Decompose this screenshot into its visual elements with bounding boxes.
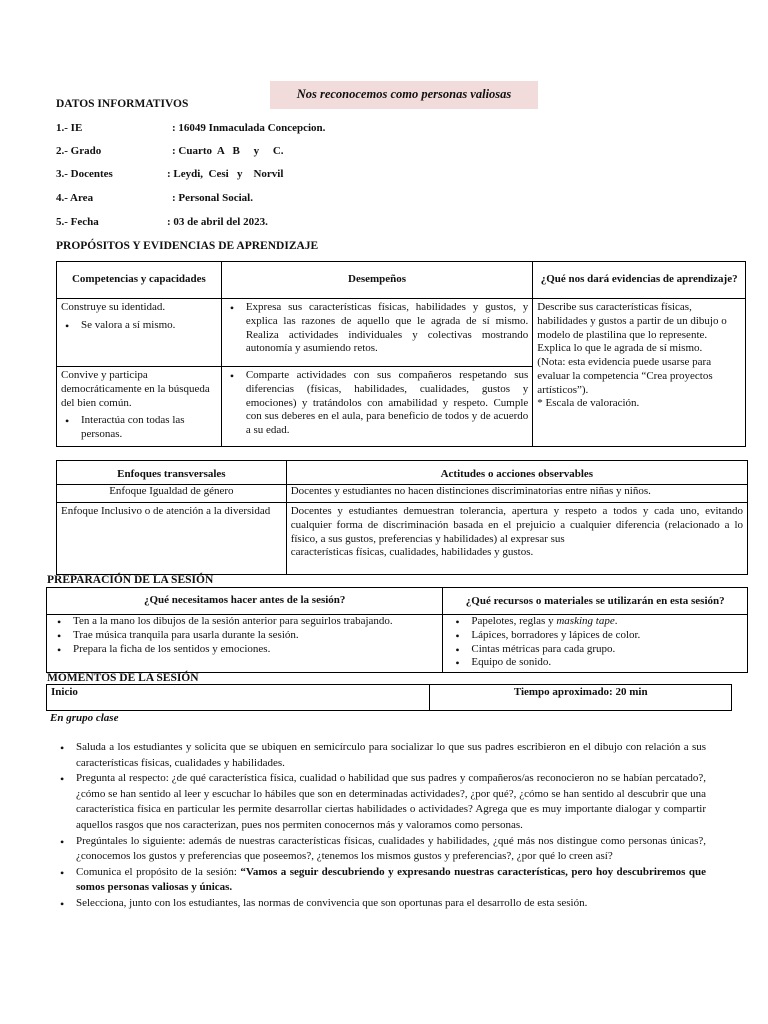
info-area-label: 4.- Area xyxy=(56,192,94,204)
activity-item xyxy=(56,865,706,896)
desempeno-cell-2 xyxy=(221,367,532,447)
info-ie-label: 1.- IE xyxy=(56,122,83,134)
info-grado-value: : Cuarto A B y C. xyxy=(172,145,284,157)
evidencia-note: (Nota: esta evidencia puede usarse para evaluar la competencia “Crea proyectos artísticos”). xyxy=(537,356,713,396)
evidencia-text: Describe sus características físicas, habilidades y gustos a partir de un dibujo o modelo de plastilina que lo represente. Explica lo que le agrada de sí mismo. xyxy=(537,301,727,355)
propositos-heading: PROPÓSITOS Y EVIDENCIAS DE APRENDIZAJE xyxy=(56,240,319,252)
recursos-item: • Lápices, borradores y lápices de color. xyxy=(451,629,743,643)
competencia-text: Construye su identidad. xyxy=(61,301,166,313)
evidencia-escala: * Escala de valoración. xyxy=(537,397,640,410)
inicio-activities-list xyxy=(56,740,706,912)
header-desempenos: Desempeños xyxy=(221,262,532,299)
header-enfoques: Enfoques transversales xyxy=(57,461,287,485)
info-docentes-label: 3.- Docentes xyxy=(56,168,113,180)
actitud-text: Docentes y estudiantes demuestran tolerancia, apertura y respeto a todos y cada uno, evitando cualquier forma de discriminación basada en el prejuicio a cualquier diferencia (relacionado a lo físico, a sus gustos, preferencias y habilidades) al expresar sus xyxy=(290,505,743,545)
desempeno-item: • Expresa sus características físicas, habilidades y gustos, y explica las razones de aquello que le agrada de sí mismo. Realiza actividades individuales y colectivas mostrando autonomía y asumiendo retos. xyxy=(226,301,528,356)
competencia-cell-2 xyxy=(57,367,222,447)
info-fecha-value: : 03 de abril del 2023. xyxy=(167,216,268,228)
recursos-item: • Cintas métricas para cada grupo. xyxy=(451,643,743,657)
antes-item: • Trae música tranquila para usarla durante la sesión. xyxy=(53,629,438,643)
enfoque-cell-1: Enfoque Igualdad de género xyxy=(57,485,287,503)
activity-item: • Selecciona, junto con los estudiantes, las normas de convivencia que son oportunas para el desarrollo de esta sesión. xyxy=(56,896,706,912)
desempeno-cell-1 xyxy=(221,299,532,367)
header-recursos: ¿Qué recursos o materiales se utilizarán en esta sesión? xyxy=(443,588,748,615)
header-competencias: Competencias y capacidades xyxy=(57,262,222,299)
header-evidencias: ¿Qué nos dará evidencias de aprendizaje? xyxy=(533,262,746,299)
tiempo-label: Tiempo aproximado: 20 min xyxy=(430,685,732,711)
recursos-text-italic: masking tape xyxy=(556,615,615,627)
desempeno-item: • Comparte actividades con sus compañeros respetando sus diferencias (físicas, habilidades, cualidades, gustos y emociones) y tratándolos con amabilidad y respeto. Cumple con sus deberes en el aula, para beneficio de todos y de acuerdo a su edad. xyxy=(226,369,528,438)
info-docentes-value: : Leydi, Cesi y Norvil xyxy=(167,168,284,180)
enfoques-table xyxy=(56,460,748,575)
actitud-cell-1: Docentes y estudiantes no hacen distinciones discriminatorias entre niñas y niños. xyxy=(286,485,747,503)
capacidad-item: • Se valora a sí mismo. xyxy=(61,319,217,333)
antes-item: • Prepara la ficha de los sentidos y emociones. xyxy=(53,643,438,657)
activity-item: • Saluda a los estudiantes y solicita que se ubiquen en semicírculo para socializar lo que sus padres escribieron en el dibujo con relación a sus características físicas, cualidades y habilidades. xyxy=(56,740,706,771)
evidencia-cell xyxy=(533,299,746,447)
purpose-text: “Vamos a seguir descubriendo y expresando nuestras características, pero hoy descubriremos que somos personas valiosas y únicas. xyxy=(76,865,706,894)
competencia-cell-1 xyxy=(57,299,222,367)
capacidad-item: • Interactúa con todas las personas. xyxy=(61,414,217,442)
info-grado-label: 2.- Grado xyxy=(56,145,102,157)
info-area-value: : Personal Social. xyxy=(172,192,253,204)
preparacion-table xyxy=(46,587,748,673)
propositos-table xyxy=(56,261,746,447)
momentos-heading: MOMENTOS DE LA SESIÓN xyxy=(47,672,199,684)
actitud-cell-2 xyxy=(286,503,747,575)
activity-text: Comunica el propósito de la sesión: xyxy=(76,865,241,878)
page-title: Nos reconocemos como personas valiosas xyxy=(270,81,538,109)
competencia-text: Convive y participa democráticamente en la búsqueda del bien común. xyxy=(61,369,210,409)
header-antes: ¿Qué necesitamos hacer antes de la sesión? xyxy=(47,588,443,615)
inicio-table xyxy=(46,684,732,711)
info-ie-value: : 16049 Inmaculada Concepcion. xyxy=(172,122,326,134)
datos-heading: DATOS INFORMATIVOS xyxy=(56,98,189,110)
antes-item: • Ten a la mano los dibujos de la sesión anterior para seguirlos trabajando. xyxy=(53,615,438,629)
header-actitudes: Actitudes o acciones observables xyxy=(286,461,747,485)
activity-item: • Pregunta al respecto: ¿de qué característica física, cualidad o habilidad que sus padres y compañeros/as reconocieron no se habían percatado?, ¿cómo se han sentido al leer y escuchar lo hábiles que son en determinadas actividades?, ¿por qué?, ¿cómo se han sentido al descubrir que una característica física en particular les permite desarrollar ciertas habilidades o actividades? Agrega que es muy importante dialogar y compartir aquellos rasgos que nos caracterizan, pues nos permiten conocernos más y valoramos como personas. xyxy=(56,771,706,833)
grupo-clase-label: En grupo clase xyxy=(50,712,119,724)
recursos-text: . xyxy=(614,615,618,627)
enfoque-cell-2: Enfoque Inclusivo o de atención a la diversidad xyxy=(57,503,287,575)
activity-item: • Pregúntales lo siguiente: además de nuestras características físicas, cualidades y habilidades, ¿qué más nos distingue como personas únicas?, ¿conocemos los gustos y preferencias que poseemos?, ¿tenemos los mismos gustos y preferencias?, ¿por qué lo creen así? xyxy=(56,834,706,865)
recursos-cell xyxy=(443,615,748,673)
actitud-text-end: características físicas, cualidades, habilidades y gustos. xyxy=(290,546,534,559)
antes-cell xyxy=(47,615,443,673)
recursos-text: Papelotes, reglas y xyxy=(471,615,557,627)
recursos-item xyxy=(451,615,743,629)
recursos-item: • Equipo de sonido. xyxy=(451,656,743,670)
info-fecha-label: 5.- Fecha xyxy=(56,216,99,228)
preparacion-heading: PREPARACIÓN DE LA SESIÓN xyxy=(47,574,214,586)
inicio-label: Inicio xyxy=(47,685,430,711)
